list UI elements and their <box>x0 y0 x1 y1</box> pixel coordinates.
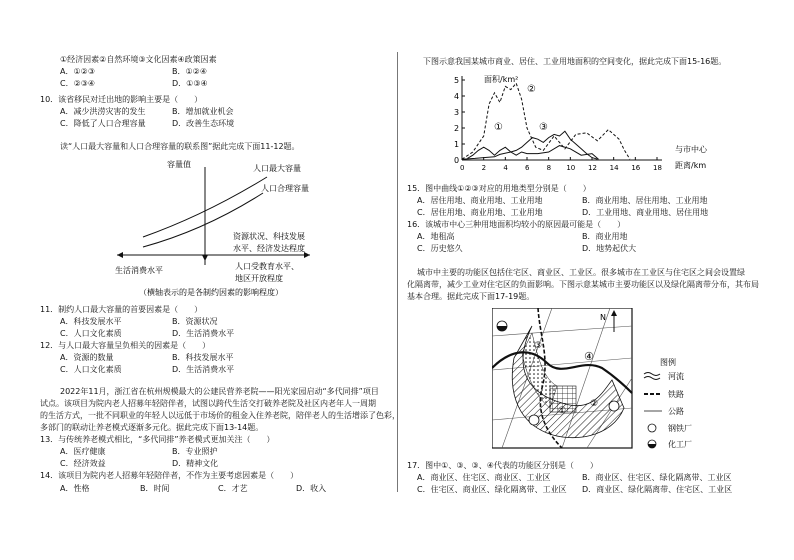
series-line-3 <box>462 131 597 159</box>
y-tick-label: 4 <box>454 92 460 101</box>
q9-option-a[interactable]: A．①②③ <box>60 67 95 76</box>
steel-plant-icon-2 <box>609 401 619 411</box>
label-reasonable-capacity: 人口合理容量 <box>261 184 309 193</box>
intro-15-16: 下图示意我国某城市商业、居住、工业用地面积的空间变化，据此完成下面15-16题。 <box>423 57 727 66</box>
north-label: N <box>600 313 606 322</box>
q16-option-d[interactable]: D．地势起伏大 <box>582 244 637 253</box>
q11-option-d[interactable]: D．生活消费水平 <box>172 329 235 338</box>
x-tick-label: 0 <box>460 164 465 172</box>
q10-option-d[interactable]: D．改善生态环境 <box>172 119 235 128</box>
q14-option-d[interactable]: D．收入 <box>296 484 327 493</box>
note-resources-line1: 资源状况、科技发展 <box>233 232 305 241</box>
passage-line-4: 多部门的联动让养老模式逐渐多元化。据此完成下面13-14题。 <box>40 423 264 432</box>
x-tick-label: 10 <box>566 164 576 172</box>
q9-option-b[interactable]: B．①②④ <box>172 67 208 76</box>
map-label-3: ③ <box>534 341 543 351</box>
q17-option-c[interactable]: C．住宅区、商业区、绿化隔离带、工业区 <box>417 485 567 494</box>
q15-option-b[interactable]: B．商业用地、居住用地、工业用地 <box>582 196 708 205</box>
q12-option-a[interactable]: A．资源的数量 <box>60 353 114 362</box>
q15-stem: 15．图中曲线①②③对应的用地类型分别是（ ） <box>407 184 591 193</box>
q10-option-a[interactable]: A．减少洪涝灾害的发生 <box>60 107 146 116</box>
passage-line-1: 2022年11月，浙江省在杭州规模最大的公建民营养老院——阳光家园启动“多代同排”项目 <box>60 387 379 396</box>
diagram-left-arrow <box>117 252 123 258</box>
q13-option-c[interactable]: C．经济效益 <box>60 459 106 468</box>
q17-option-a[interactable]: A．商业区、住宅区、商业区、工业区 <box>417 473 551 482</box>
note-resources-line2: 水平、经济发达程度 <box>233 244 305 253</box>
q15-option-c[interactable]: C．居住用地、商业用地、工业用地 <box>417 208 543 217</box>
x-tick-label: 2 <box>481 164 487 172</box>
q15-option-d[interactable]: D．工业用地、商业用地、居住用地 <box>582 208 709 217</box>
label-maximum-capacity: 人口最大容量 <box>253 164 301 173</box>
q13-option-d[interactable]: D．精神文化 <box>172 459 219 468</box>
q14-stem: 14．该项目为院内老人招募年轻陪伴者，不作为主要考虑因素是（ ） <box>40 471 299 480</box>
legend-chemical-icon-fill <box>648 444 656 448</box>
x-tick-label: 4 <box>503 164 508 172</box>
legend-railway: 铁路 <box>668 390 684 399</box>
q11-option-b[interactable]: B．资源状况 <box>172 317 218 326</box>
q14-option-b[interactable]: B．时间 <box>140 484 170 493</box>
city-function-map <box>492 308 742 453</box>
q10-stem: 10．该省移民对迁出地的影响主要是（ ） <box>40 95 203 104</box>
q9-factors: ①经济因素②自然环境③文化因素④政策因素 <box>60 55 217 64</box>
legend-road: 公路 <box>668 407 684 416</box>
q12-option-b[interactable]: B．科技发展水平 <box>172 353 234 362</box>
chart-ylabel: 面积/km² <box>484 75 519 84</box>
capacity-diagram <box>95 155 355 305</box>
q13-option-a[interactable]: A．医疗健康 <box>60 447 106 456</box>
q11-option-a[interactable]: A．科技发展水平 <box>60 317 122 326</box>
y-tick-label: 0 <box>454 156 460 165</box>
q13-option-b[interactable]: B．专业照护 <box>172 447 218 456</box>
intro-17-19-line-3: 基本合理。据此完成下面17-19题。 <box>407 292 535 301</box>
x-tick-label: 8 <box>546 164 552 172</box>
chart-y-ticks <box>454 76 465 165</box>
note-education-line2: 地区开放程度 <box>235 274 283 283</box>
map-label-2: ② <box>590 399 599 409</box>
marker-1: ① <box>494 122 503 133</box>
q15-option-a[interactable]: A．居住用地、商业用地、工业用地 <box>417 196 543 205</box>
y-tick-label: 2 <box>454 124 460 133</box>
diagram-caption: （横轴表示的是各制约因素的影响程度） <box>139 288 283 297</box>
note-consumption: 生活消费水平 <box>115 266 163 275</box>
q12-stem: 12．与人口最大容量呈负相关的因素是（ ） <box>40 341 211 350</box>
q16-option-b[interactable]: B．商业用地 <box>582 232 628 241</box>
legend-title: 图例 <box>660 358 676 367</box>
legend-steel-plant: 钢铁厂 <box>668 424 692 433</box>
chart-xlabel-top: 与市中心 <box>675 145 707 154</box>
note-education-line1: 人口受教育水平、 <box>235 262 299 271</box>
q11-stem: 11．制约人口最大容量的首要因素是（ ） <box>40 305 203 314</box>
diagram-ylabel: 容量值 <box>167 160 191 169</box>
chart-x-ticks <box>460 157 662 172</box>
legend-steel-icon <box>648 424 656 432</box>
legend-river: 河流 <box>668 372 684 381</box>
q16-option-c[interactable]: C．历史悠久 <box>417 244 463 253</box>
q17-option-d[interactable]: D．商业区、绿化隔离带、住宅区、工业区 <box>582 485 733 494</box>
q17-stem: 17．图中①、③、③、④代表的功能区分别是（ ） <box>407 461 598 470</box>
q10-option-b[interactable]: B．增加就业机会 <box>172 107 234 116</box>
x-tick-label: 12 <box>588 164 597 172</box>
y-tick-label: 3 <box>454 108 460 117</box>
passage-line-2: 试点。该项目为院内老人招募年轻陪伴者，试图以跨代生活交打破养老院及社区内老年人一周期 <box>40 399 376 408</box>
q9-option-c[interactable]: C．②③④ <box>60 79 96 88</box>
intro-17-19-line-2: 化隔离带，减少工业对住宅区的负面影响。下图示意某城市主要功能区以及绿化隔离带分布，其布局 <box>407 280 759 289</box>
x-tick-label: 6 <box>525 164 530 172</box>
column-divider <box>397 52 398 492</box>
x-tick-label: 18 <box>653 164 662 172</box>
q12-option-d[interactable]: D．生活消费水平 <box>172 365 235 374</box>
legend-chemical-plant: 化工厂 <box>668 440 692 449</box>
y-tick-label: 5 <box>454 76 460 85</box>
passage-line-3: 的生活方式，一批不同职业的年轻人以远低于市场价的租金入住养老院，陪伴老人的生活增添了色彩， <box>40 411 400 420</box>
y-tick-label: 1 <box>454 140 460 149</box>
diagram-down-arrow <box>202 255 208 261</box>
chart-xlabel: 距离/km <box>675 161 707 170</box>
q11-option-c[interactable]: C．人口文化素质 <box>60 329 122 338</box>
x-tick-label: 16 <box>631 164 641 172</box>
q16-stem: 16．该城市中心三种用地面积均较小的原因最可能是（ ） <box>407 220 626 229</box>
q14-option-c[interactable]: C．才艺 <box>218 484 248 493</box>
intro-17-19-line-1: 城市中主要的功能区包括住宅区、商业区、工业区。很多城市在工业区与住宅区之间会设置绿 <box>417 268 745 277</box>
q16-option-a[interactable]: A．地租高 <box>417 232 455 241</box>
q17-option-b[interactable]: B．商业区、住宅区、绿化隔离带、工业区 <box>582 473 732 482</box>
legend-river-icon <box>644 373 660 380</box>
q12-option-c[interactable]: C．人口文化素质 <box>60 365 122 374</box>
map-label-4: ④ <box>584 350 594 363</box>
map-label-1: ① <box>558 406 567 416</box>
q10-option-c[interactable]: C．降低了人口合理容量 <box>60 119 146 128</box>
steel-plant-icon <box>529 415 539 425</box>
marker-3: ③ <box>539 122 548 133</box>
marker-2: ② <box>527 84 536 95</box>
land-use-chart <box>432 68 732 178</box>
intro-11-12: 读“人口最大容量和人口合理容量的联系图”据此完成下面11-12题。 <box>60 142 300 151</box>
q13-stem: 13．与传统养老模式相比，“多代同排”养老模式更加关注（ ） <box>40 435 275 444</box>
q9-option-d[interactable]: D．①③④ <box>172 79 208 88</box>
q14-option-a[interactable]: A．性格 <box>60 484 90 493</box>
x-tick-label: 14 <box>609 164 619 172</box>
